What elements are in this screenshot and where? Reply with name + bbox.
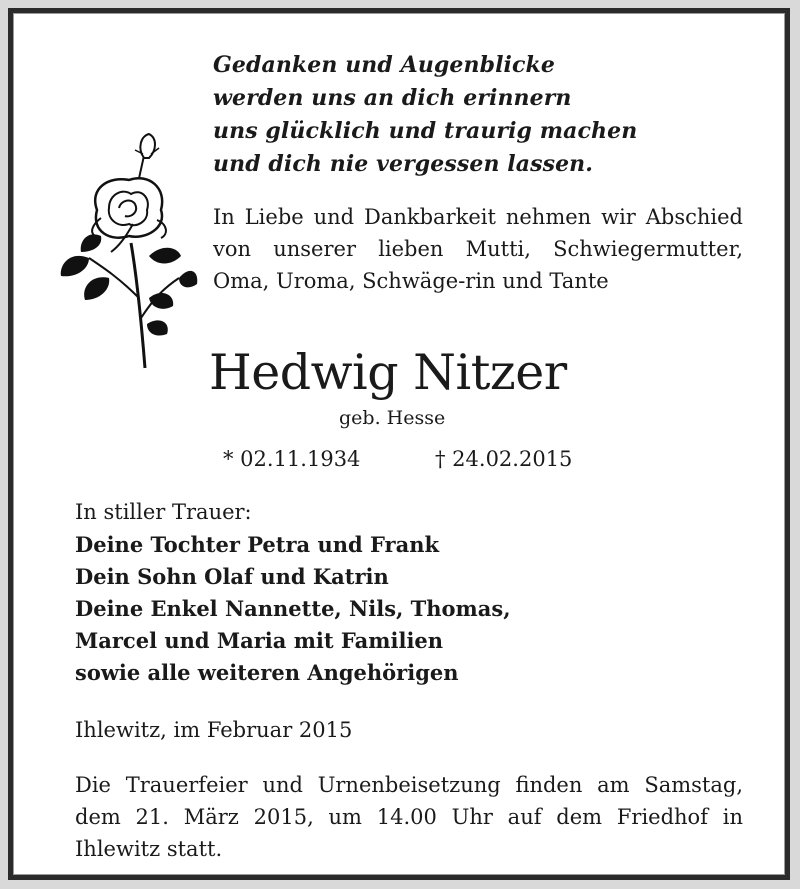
rose-icon [49,128,199,378]
maiden-name: geb. Hesse [339,407,446,429]
birth-date: * 02.11.1934 [223,447,361,471]
poem [213,49,637,181]
intro-text: In Liebe und Dankbarkeit nehmen wir Abschied von unserer lieben Mutti, Schwiegermutter, Oma, Uroma, Schwäge-rin und Tante [213,205,743,293]
poem-line: uns glücklich und traurig machen [213,118,638,144]
mourner-line: Deine Tochter Petra und Frank [75,532,440,557]
mourner-line: Deine Enkel Nannette, Nils, Thomas, [75,596,511,621]
death-date: † 24.02.2015 [435,447,573,471]
service-info: Die Trauerfeier und Urnenbeisetzung finden am Samstag, dem 21. März 2015, um 14.00 Uhr auf dem Friedhof in Ihlewitz statt. [75,773,743,861]
poem-line: und dich nie vergessen lassen. [213,151,594,177]
poem-line: werden uns an dich erinnern [213,85,572,111]
obituary-notice [13,13,785,875]
deceased-name: Hedwig Nitzer [209,344,567,401]
place-date: Ihlewitz, im Februar 2015 [75,718,353,742]
mourners-intro: In stiller Trauer: [75,500,252,524]
poem-line: Gedanken und Augenblicke [213,52,555,78]
mourner-line: Dein Sohn Olaf und Katrin [75,564,389,589]
mourner-line: sowie alle weiteren Angehörigen [75,660,459,685]
mourner-line: Marcel und Maria mit Familien [75,628,444,653]
notice-frame [8,8,790,880]
mourners-list [75,529,511,689]
